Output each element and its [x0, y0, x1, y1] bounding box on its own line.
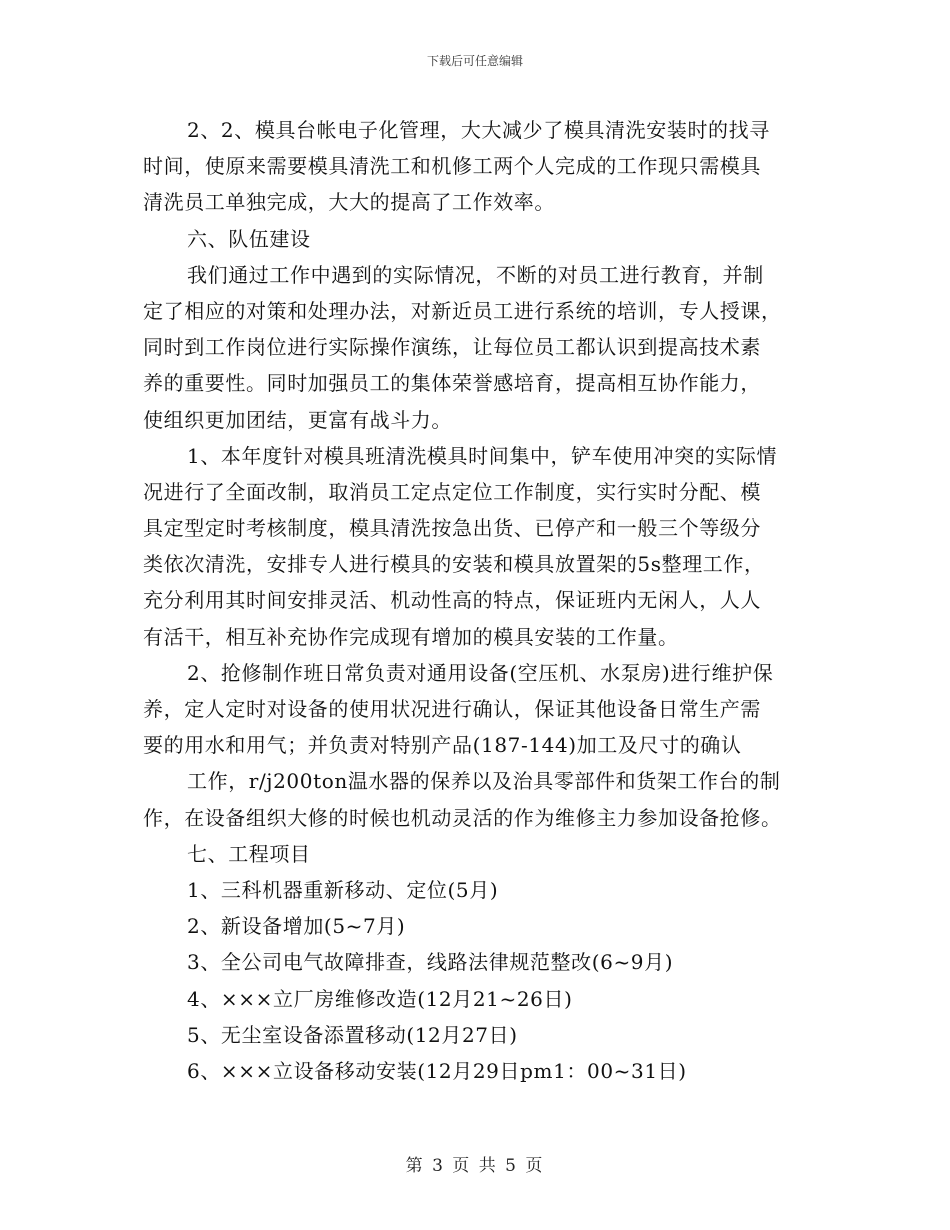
page-footer: 第 3 页 共 5 页: [405, 1156, 545, 1176]
text-line: 2、抢修制作班日常负责对通用设备(空压机、水泵房)进行维护保: [187, 660, 774, 685]
text-line: 3、全公司电气故障排查，线路法律规范整改(6~9月): [187, 950, 674, 975]
text-line: 2、2、模具台帐电子化管理，大大减少了模具清洗安装时的找寻: [187, 118, 770, 142]
text-line: 充分利用其时间安排灵活、机动性高的特点，保证班内无闲人，人人: [143, 588, 761, 613]
text-line: 具定型定时考核制度，模具清洗按急出货、已停产和一般三个等级分: [143, 516, 761, 541]
text-line: 清洗员工单独完成，大大的提高了工作效率。: [143, 190, 555, 215]
text-line: 养，定人定时对设备的使用状况进行确认，保证其他设备日常生产需: [143, 697, 761, 721]
text-line: 4、×××立厂房维修改造(12月21~26日): [187, 986, 573, 1011]
text-line: 七、工程项目: [187, 841, 311, 866]
text-line: 同时到工作岗位进行实际操作演练，让每位员工都认识到提高技术素: [143, 335, 761, 360]
text-line: 工作，r/j200ton温水器的保养以及治具零部件和货架工作台的制: [187, 769, 781, 794]
text-line: 六、队伍建设: [187, 226, 311, 251]
text-line: 要的用水和用气；并负责对特别产品(187-144)加工及尺寸的确认: [143, 733, 742, 758]
document-body: [143, 112, 818, 1089]
text-line: 作，在设备组织大修的时候也机动灵活的作为维修主力参加设备抢修。: [143, 805, 782, 830]
text-line: 养的重要性。同时加强员工的集体荣誉感培育，提高相互协作能力，: [143, 371, 761, 396]
text-line: 1、三科机器重新移动、定位(5月): [187, 877, 499, 902]
page-header: 下载后可任意编辑: [426, 54, 523, 68]
text-line: 定了相应的对策和处理办法，对新近员工进行系统的培训，专人授课，: [143, 298, 782, 323]
text-line: 2、新设备增加(5~7月): [187, 914, 406, 939]
text-line: 类依次清洗，安排专人进行模具的安装和模具放置架的5s整理工作，: [143, 552, 765, 577]
text-line: 6、×××立设备移动安装(12月29日pm1：00~31日): [187, 1058, 687, 1083]
text-line: 我们通过工作中遇到的实际情况，不断的对员工进行教育，并制: [187, 262, 764, 287]
text-line: 使组织更加团结，更富有战斗力。: [143, 407, 452, 432]
text-line: 5、无尘室设备添置移动(12月27日): [187, 1022, 518, 1047]
text-line: 况进行了全面改制，取消员工定点定位工作制度，实行实时分配、模: [143, 479, 761, 504]
text-line: 时间，使原来需要模具清洗工和机修工两个人完成的工作现只需模具: [143, 154, 761, 179]
text-line: 1、本年度针对模具班清洗模具时间集中，铲车使用冲突的实际情: [187, 443, 778, 468]
text-line: 有活干，相互补充协作完成现有增加的模具安装的工作量。: [143, 624, 679, 649]
